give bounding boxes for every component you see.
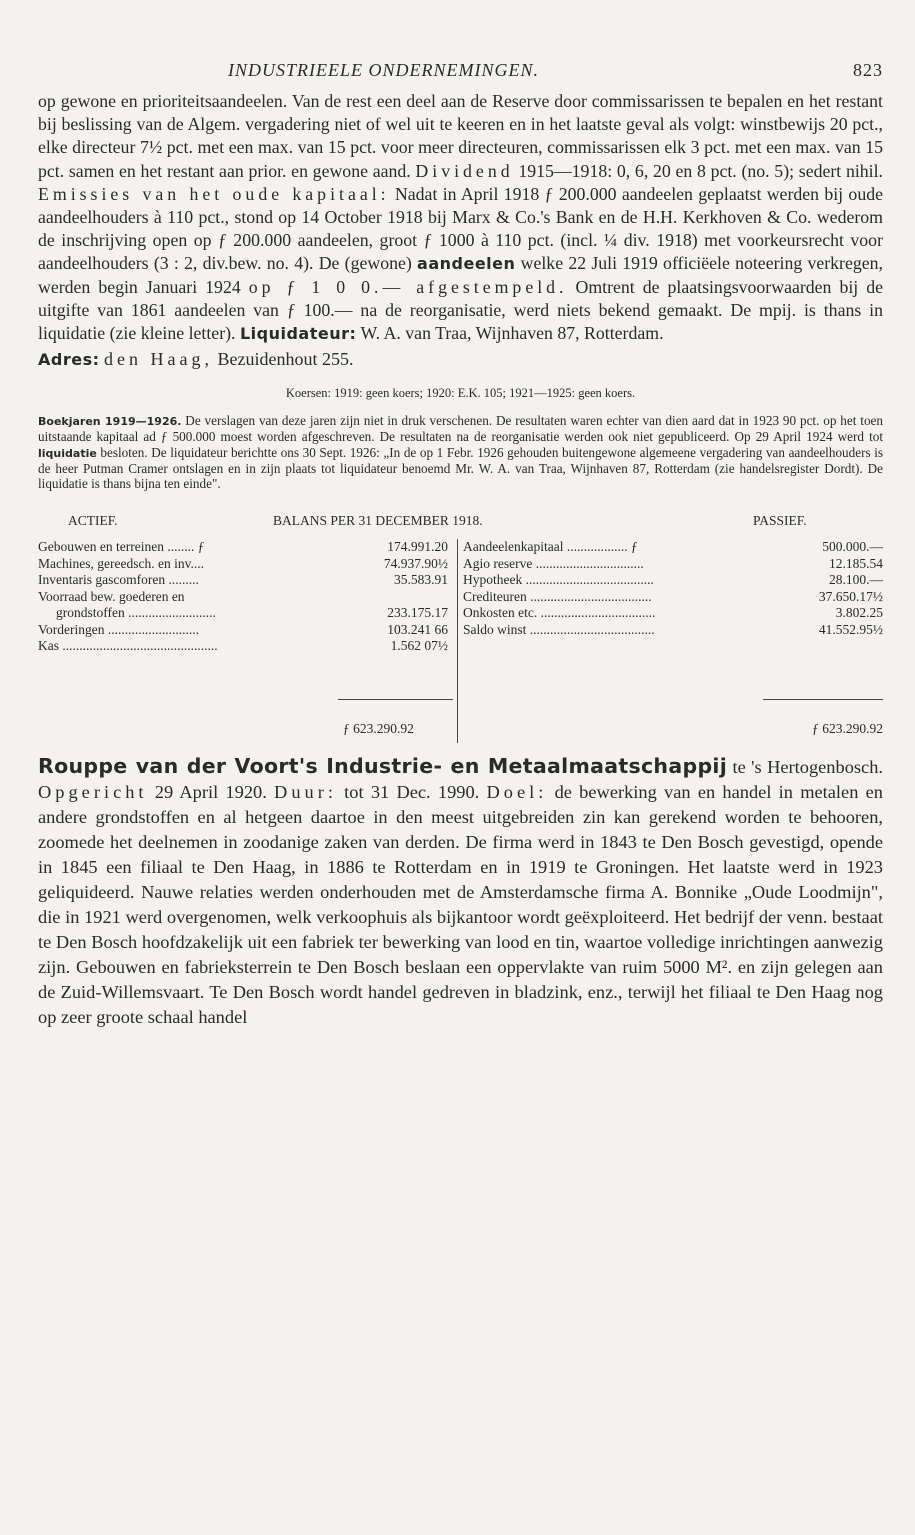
total-actief: ƒ 623.290.92: [343, 721, 414, 737]
actief-row: Voorraad bew. goederen en: [38, 588, 185, 604]
actief-column: [38, 539, 448, 655]
address-line: [38, 348, 883, 371]
liquidateur-label: Liquidateur:: [239, 324, 357, 344]
passief-row: Hypotheek ...................................... 28.100.—: [463, 572, 883, 588]
paragraph-dividend-emissies: op gewone en prioriteitsaandeelen. Van de rest een deel aan de Reserve door commissarissen te bepalen en het restant bij beslissing van de Algem. vergadering niet of wel uit te keeren en in het laatste geval als volgt: winstbewijs 20 pct., elke directeur 7½ pct. met een max. van 15 pct. voor meer directeuren, commissarissen elk 3 pct. met een max. van 15 pct. samen en het restant aan prior. en gewone aand. Dividend 1915—1918: 0, 6, 20 en 8 pct. (no. 5); sedert nihil. Emissies van het oude kapitaal: Nadat in April 1918 ƒ 200.000 aandeelen geplaatst werden bij oude aandeelhouders à 110 pct., stond op 14 October 1918 bij Marx & Co.'s Bank en de H.H. Kerkhoven & Co. wederom de inschrijving open op ƒ 200.000 aandeelen, groot ƒ 1000 à 110 pct. (incl. ¼ div. 1918) met voorkeursrecht voor aandeelhouders (3 : 2, div.bew. no. 4). De (gewone) aandeelen welke 22 Juli 1919 officiëele noteering verkregen, werden begin Januari 1924 op ƒ 1 0 0.— afgestempeld. Omtrent de plaatsingsvoorwaarden bij de uitgifte van 1861 aandeelen van ƒ 100.— na de reorganisatie, werd niets bekend gemaakt. De mpij. is thans in liquidatie (zie kleine letter). Liquidateur: W. A. van Traa, Wijnhaven 87, Rotterdam.: [38, 91, 883, 344]
actief-header: ACTIEF.: [68, 513, 118, 529]
company-paragraph: Rouppe van der Voort's Industrie- en Metaalmaatschappij te 's Hertogenbosch. Opgericht 29 April 1920. Duur: tot 31 Dec. 1990. Doel: de bewerking van en handel in metalen en andere grondstoffen en al hetgeen daartoe in den meest uitgebreiden zin kan gerekend worden te behooren, zoomede het deelnemen in zoodanige zaken van derden. De firma werd in 1843 te Den Bosch gevestigd, opende in 1845 een filiaal te Den Haag, in 1886 te Rotterdam en in 1919 te Groningen. Het laatste werd in 1923 geliquideerd. Nauwe relaties werden onderhouden met de Amsterdamsche firma A. Bonnike „Oude Loodmijn", die in 1921 werd overgenomen, welk verkoophuis als bijkantoor wordt geëxploiteerd. Het bedrijf der venn. bestaat te Den Bosch hoofdzakelijk uit een fabriek ter bewerking van lood en tin, waartoe volledige inrichtingen aanwezig zijn. Gebouwen en fabrieksterrein te Den Bosch beslaan een oppervlakte van ruim 5000 M². en zijn gelegen aan de Zuid-Willemsvaart. Te Den Bosch wordt handel gedreven in bladzink, enz., terwijl het filiaal te Den Haag nog op zeer groote schaal handel: [38, 754, 883, 1028]
actief-row: Machines, gereedsch. en inv.... 74.937.90½: [38, 555, 448, 571]
actief-row: Kas .............................................. 1.562 07½: [38, 638, 448, 654]
aandeelen-label: aandeelen: [417, 254, 516, 274]
passief-row: Aandeelenkapitaal .................. ƒ 500.000.—: [463, 539, 883, 555]
actief-row: Inventaris gascomforen ......... 35.583.91: [38, 572, 448, 588]
actief-row: Vorderingen ........................... 103.241 66: [38, 621, 448, 637]
passief-row: Saldo winst ..................................... 41.552.95½: [463, 621, 883, 637]
passief-row: Agio reserve ................................ 12.185.54: [463, 555, 883, 571]
running-title: INDUSTRIEELE ONDERNEMINGEN.: [228, 60, 539, 80]
actief-row: grondstoffen .......................... 233.175.17: [56, 605, 448, 621]
company-name: Rouppe van der Voort's Industrie- en Metaalmaatschappij: [38, 754, 728, 779]
adres-label: Adres:: [38, 350, 100, 370]
emissies-label: Emissies van het oude kapitaal:: [38, 183, 390, 204]
adres-city: den Haag,: [104, 349, 213, 370]
actief-row: Gebouwen en terreinen ........ ƒ 174.991.20: [38, 539, 448, 555]
doel-label: Doel:: [486, 782, 548, 803]
sum-rule-right: [763, 699, 883, 700]
balance-sheet: [38, 513, 883, 753]
balance-title: BALANS PER 31 DECEMBER 1918.: [273, 513, 483, 529]
afgestempeld-label: op ƒ 1 0 0.— afgestempeld.: [248, 276, 568, 297]
boekjaren-label: Boekjaren 1919—1926.: [38, 415, 182, 429]
passief-row: Onkosten etc. .................................. 3.802.25: [463, 605, 883, 621]
dividend-label: Dividend: [415, 160, 514, 181]
adres-street: Bezuidenhout 255.: [212, 349, 354, 370]
koersen-line: Koersen: 1919: geen koers; 1920: E.K. 105; 1921—1925: geen koers.: [285, 386, 636, 401]
passief-header: PASSIEF.: [753, 513, 807, 529]
document-page: [38, 60, 883, 1030]
liquidatie-label: liquidatie: [38, 446, 97, 460]
opgericht-label: Opgericht: [38, 782, 148, 803]
running-head: [38, 60, 883, 90]
page-number: 823: [853, 60, 883, 80]
sum-rule-left: [338, 699, 453, 700]
duur-label: Duur:: [274, 782, 337, 803]
total-passief: ƒ 623.290.92: [812, 721, 883, 737]
column-divider: [457, 539, 458, 743]
passief-row: Crediteuren .................................... 37.650.17½: [463, 588, 883, 604]
boekjaren-paragraph: Boekjaren 1919—1926. De verslagen van deze jaren zijn niet in druk verschenen. De resultaten waren echter van dien aard dat in 1923 90 pct. op het toen uitstaande kapitaal ad ƒ 500.000 moest worden afgeschreven. De resultaten na de reorganisatie werden ook niet gepubliceerd. Op 29 April 1924 werd tot liquidatie besloten. De liquidateur berichtte ons 30 Sept. 1926: „In de op 1 Febr. 1926 gehouden buitengewone algemeene vergadering van aandeelhouders is de heer Putman Cramer ontslagen en in zijn plaats tot liquidateur benoemd Mr. W. A. van Traa, Wijnhaven 87, Rotterdam (zie handelsregister Dordt). De liquidatie is thans bijna ten einde".: [38, 413, 883, 492]
passief-column: [463, 539, 883, 638]
